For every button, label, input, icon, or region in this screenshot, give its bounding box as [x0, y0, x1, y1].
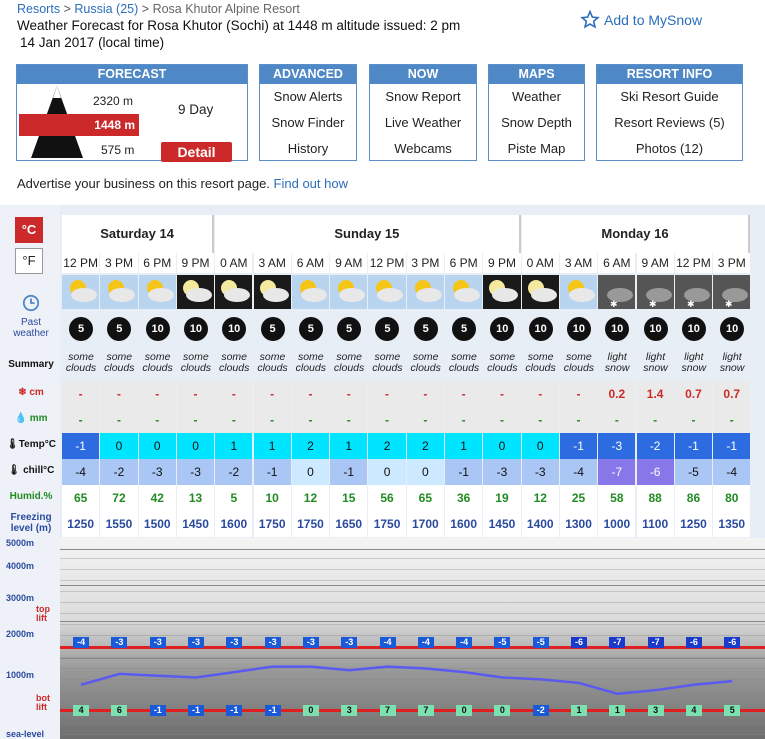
nav-link-resort-reviews[interactable]: Resort Reviews (5) — [614, 115, 725, 130]
nav-link-photos[interactable]: Photos (12) — [635, 141, 704, 156]
sea-level-label: sea-level — [6, 729, 45, 739]
alt-3000-label: 3000m — [6, 593, 35, 603]
bot-lift-temp: 0 — [303, 705, 319, 716]
wind-speed-icon: 5 — [414, 317, 438, 341]
day-header: Saturday 14 — [62, 215, 214, 253]
time-cell: 3 PM — [100, 253, 137, 273]
freezing-cell: 1600 — [445, 511, 482, 537]
humid-cell: 19 — [483, 485, 520, 511]
top-lift-temp: -5 — [533, 637, 549, 648]
wind-speed-icon: 10 — [146, 317, 170, 341]
altitude-chart — [60, 538, 765, 739]
advertise-link[interactable]: Find out how — [273, 176, 348, 191]
time-cell: 3 PM — [407, 253, 444, 273]
temp-cell: 2 — [368, 433, 405, 459]
nav-link-resort-guide[interactable]: Ski Resort Guide — [620, 89, 719, 104]
fahrenheit-toggle[interactable]: °F — [15, 248, 43, 274]
wind-speed-icon: 5 — [299, 317, 323, 341]
temp-cell: 0 — [483, 433, 520, 459]
now-header: NOW — [370, 65, 476, 84]
bot-lift-temp: 6 — [111, 705, 127, 716]
breadcrumb-resorts[interactable]: Resorts — [17, 2, 61, 16]
rain-label — [4, 413, 58, 424]
bot-lift-temp: 5 — [724, 705, 740, 716]
resort-info-box — [596, 64, 743, 161]
maps-header: MAPS — [489, 65, 584, 84]
time-cell: 6 PM — [139, 253, 176, 273]
nav-link-weather[interactable]: Weather — [512, 89, 561, 104]
wind-speed-icon: 10 — [644, 317, 668, 341]
time-cell: 3 AM — [254, 253, 291, 273]
breadcrumb-sep: > — [63, 2, 71, 16]
breadcrumb-sep: > — [141, 2, 150, 16]
add-to-mysnow-button[interactable] — [580, 10, 702, 29]
top-lift-label: top lift — [36, 604, 50, 623]
snowflake-icon: ❄ — [18, 387, 27, 398]
bot-lift-temp: 3 — [341, 705, 357, 716]
now-box — [369, 64, 477, 161]
forecast-mid-elevation[interactable]: 1448 m — [19, 114, 139, 136]
top-lift-temp: -5 — [494, 637, 510, 648]
rain-cell: - — [368, 407, 405, 433]
summary-cell: some clouds — [333, 351, 365, 374]
humid-cell: 86 — [675, 485, 712, 511]
raindrop-icon: 💧 — [14, 413, 27, 424]
page-title — [17, 17, 487, 51]
rain-cell: - — [292, 407, 329, 433]
freezing-level-polyline — [81, 667, 732, 694]
past-label: Past — [20, 317, 41, 328]
freezing-cell: 1650 — [330, 511, 367, 537]
snow-cell: - — [215, 381, 252, 407]
freezing-cell: 1600 — [215, 511, 252, 537]
svg-text:✱: ✱ — [610, 299, 618, 309]
time-cell: 6 AM — [292, 253, 329, 273]
top-lift-temp: -6 — [724, 637, 740, 648]
humid-cell: 65 — [62, 485, 99, 511]
moon-cloud-icon — [215, 275, 252, 309]
rain-cell: - — [598, 407, 635, 433]
chill-cell: -4 — [62, 459, 99, 485]
time-cell: 6 AM — [598, 253, 635, 273]
summary-cell: some clouds — [257, 351, 288, 374]
summary-cell: some clouds — [104, 351, 135, 374]
moon-cloud-icon — [177, 275, 214, 309]
temp-cell: 1 — [330, 433, 367, 459]
day-header: Monday 16 — [522, 215, 751, 253]
nav-link-webcams[interactable]: Webcams — [394, 141, 452, 156]
freezing-cell: 1550 — [100, 511, 137, 537]
snow-cell: - — [407, 381, 444, 407]
summary-cell: some clouds — [563, 351, 595, 374]
summary-cell: some clouds — [487, 351, 518, 374]
snow-cell: - — [560, 381, 597, 407]
humid-label: Humid.% — [9, 491, 53, 502]
summary-cell: some clouds — [410, 351, 441, 374]
nav-link-snow-depth[interactable]: Snow Depth — [501, 115, 572, 130]
snow-cell: - — [292, 381, 329, 407]
chill-cell: -2 — [215, 459, 252, 485]
time-cell: 12 PM — [675, 253, 712, 273]
snow-cell: 0.7 — [675, 381, 712, 407]
top-lift-temp: -3 — [150, 637, 166, 648]
rain-cell: - — [330, 407, 367, 433]
humid-cell: 25 — [560, 485, 597, 511]
temp-cell: -1 — [713, 433, 750, 459]
snow-cloud-icon — [713, 275, 750, 309]
top-lift-temp: -3 — [341, 637, 357, 648]
freezing-cell: 1450 — [177, 511, 214, 537]
time-cell: 9 AM — [330, 253, 367, 273]
wind-speed-icon: 10 — [222, 317, 246, 341]
sun-cloud-icon — [100, 275, 137, 309]
sun-cloud-icon — [445, 275, 482, 309]
page-title-line2: 14 Jan 2017 (local time) — [20, 35, 165, 50]
nav-link-live-weather[interactable]: Live Weather — [384, 115, 462, 130]
forecast-header: FORECAST — [17, 65, 247, 84]
freezing-cell: 1700 — [407, 511, 444, 537]
freezing-cell: 1750 — [368, 511, 405, 537]
chill-cell: -1 — [445, 459, 482, 485]
chill-cell: -7 — [598, 459, 635, 485]
rain-unit: mm — [29, 413, 48, 424]
summary-cell: some clouds — [142, 351, 173, 374]
chill-cell: -6 — [637, 459, 674, 485]
freezing-cell: 1250 — [62, 511, 99, 537]
rain-cell: - — [637, 407, 674, 433]
temp-cell: -2 — [637, 433, 674, 459]
celsius-toggle[interactable]: °C — [15, 217, 43, 243]
freezing-cell: 1750 — [254, 511, 291, 537]
freezing-cell: 1450 — [483, 511, 520, 537]
sun-cloud-icon — [560, 275, 597, 309]
sun-cloud-icon — [407, 275, 444, 309]
summary-cell: light snow — [604, 351, 630, 374]
forecast-nine-day: 9 Day — [178, 102, 214, 117]
forecast-elevations — [17, 84, 249, 161]
nav-link-piste-map[interactable]: Piste Map — [507, 141, 566, 156]
snow-cloud-icon — [637, 275, 674, 309]
temp-cell: 2 — [292, 433, 329, 459]
alt-2000-label: 2000m — [6, 629, 35, 639]
wind-speed-icon: 10 — [682, 317, 706, 341]
svg-text:✱: ✱ — [648, 299, 657, 309]
bot-lift-temp: -1 — [188, 705, 204, 716]
humid-cell: 72 — [100, 485, 137, 511]
bot-lift-temp: -1 — [226, 705, 242, 716]
humid-cell: 10 — [254, 485, 291, 511]
top-lift-temp: -6 — [686, 637, 702, 648]
time-cell: 12 PM — [62, 253, 99, 273]
snow-cloud-icon — [675, 275, 712, 309]
freezing-cell: 1300 — [560, 511, 597, 537]
bot-lift-temp: 7 — [418, 705, 434, 716]
time-cell: 0 AM — [522, 253, 559, 273]
bot-lift-temp: -2 — [533, 705, 549, 716]
day-header: Sunday 15 — [215, 215, 520, 253]
wind-speed-icon: 10 — [184, 317, 208, 341]
top-lift-temp: -3 — [226, 637, 242, 648]
snow-cell: - — [445, 381, 482, 407]
bot-lift-temp: 1 — [571, 705, 587, 716]
advertise-label: Advertise your business on this resort page. — [17, 176, 270, 191]
humid-cell: 88 — [637, 485, 674, 511]
maps-box — [488, 64, 585, 161]
advertise-text — [17, 176, 348, 191]
humid-cell: 12 — [522, 485, 559, 511]
freezing-cell: 1250 — [675, 511, 712, 537]
snow-cell: - — [330, 381, 367, 407]
weather-label: weather — [13, 328, 49, 339]
snow-cell: 1.4 — [637, 381, 674, 407]
chill-cell: -3 — [483, 459, 520, 485]
snow-cell: - — [368, 381, 405, 407]
freezing-cell: 1000 — [598, 511, 635, 537]
snow-cell: - — [254, 381, 291, 407]
past-weather-label[interactable] — [4, 317, 58, 339]
chill-cell: -3 — [139, 459, 176, 485]
time-cell: 9 AM — [637, 253, 674, 273]
sun-cloud-icon — [368, 275, 405, 309]
nav-link-snow-alerts[interactable]: Snow Alerts — [273, 89, 343, 104]
forecast-table — [0, 205, 765, 739]
moon-cloud-icon — [254, 275, 291, 309]
detail-button[interactable]: Detail — [161, 142, 232, 162]
freezing-cell: 1750 — [292, 511, 329, 537]
moon-cloud-icon — [522, 275, 559, 309]
wind-speed-icon: 5 — [69, 317, 93, 341]
top-lift-temp: -3 — [111, 637, 127, 648]
summary-cell: some clouds — [65, 351, 97, 374]
sun-cloud-icon — [139, 275, 176, 309]
nav-link-history[interactable]: History — [287, 141, 329, 156]
temp-cell: 1 — [215, 433, 252, 459]
nav-link-snow-report[interactable]: Snow Report — [385, 89, 461, 104]
chill-cell: 0 — [368, 459, 405, 485]
sun-cloud-icon — [62, 275, 99, 309]
summary-cell: some clouds — [295, 351, 326, 374]
temp-cell: 1 — [254, 433, 291, 459]
temp-cell: 0 — [100, 433, 137, 459]
temp-label — [4, 439, 58, 450]
time-cell: 3 PM — [713, 253, 750, 273]
top-lift-temp: -3 — [188, 637, 204, 648]
bot-lift-temp: 4 — [686, 705, 702, 716]
wind-speed-icon: 10 — [529, 317, 553, 341]
humid-cell: 56 — [368, 485, 405, 511]
snow-cell: - — [100, 381, 137, 407]
temp-cell: 2 — [407, 433, 444, 459]
page-title-line1: Weather Forecast for Rosa Khutor (Sochi) at 1448 m altitude issued: 2 pm — [17, 18, 461, 33]
summary-cell: some clouds — [372, 351, 403, 374]
star-icon — [580, 10, 600, 29]
humid-cell: 58 — [598, 485, 635, 511]
alt-1000-label: 1000m — [6, 670, 35, 680]
nav-link-snow-finder[interactable]: Snow Finder — [271, 115, 345, 130]
chill-label — [4, 465, 58, 476]
humid-cell: 36 — [445, 485, 482, 511]
chill-cell: -3 — [522, 459, 559, 485]
freezing-cell: 1400 — [522, 511, 559, 537]
rain-cell: - — [407, 407, 444, 433]
top-lift-temp: -7 — [648, 637, 664, 648]
chill-cell: -3 — [177, 459, 214, 485]
wind-speed-icon: 10 — [567, 317, 591, 341]
breadcrumb — [17, 2, 300, 16]
bot-lift-temp: 1 — [609, 705, 625, 716]
wind-speed-icon: 10 — [720, 317, 744, 341]
bot-lift-temp: -1 — [150, 705, 166, 716]
snow-cell: 0.7 — [713, 381, 750, 407]
snow-cell: - — [177, 381, 214, 407]
chill-cell: -1 — [254, 459, 291, 485]
time-cell: 3 AM — [560, 253, 597, 273]
time-cell: 9 PM — [177, 253, 214, 273]
summary-cell: light snow — [681, 351, 707, 374]
summary-cell: light snow — [719, 351, 745, 374]
temp-cell: 0 — [139, 433, 176, 459]
chill-cell: 0 — [407, 459, 444, 485]
wind-speed-icon: 5 — [107, 317, 131, 341]
rain-cell: - — [62, 407, 99, 433]
wind-speed-icon: 5 — [452, 317, 476, 341]
rain-cell: - — [560, 407, 597, 433]
forecast-bot-elevation[interactable]: 575 m — [101, 143, 135, 157]
top-lift-temp: -4 — [456, 637, 472, 648]
chill-cell: -5 — [675, 459, 712, 485]
top-lift-temp: -3 — [265, 637, 281, 648]
time-cell: 6 PM — [445, 253, 482, 273]
snow-cloud-icon — [598, 275, 635, 309]
humid-cell: 65 — [407, 485, 444, 511]
row-labels — [0, 205, 60, 739]
chill-cell: -4 — [713, 459, 750, 485]
top-lift-temp: -7 — [609, 637, 625, 648]
humid-cell: 15 — [330, 485, 367, 511]
svg-text:✱: ✱ — [686, 299, 695, 309]
humid-cell: 42 — [139, 485, 176, 511]
summary-cell: some clouds — [219, 351, 250, 374]
temp-cell: 0 — [177, 433, 214, 459]
summary-cell: light snow — [643, 351, 668, 374]
snow-cell: - — [483, 381, 520, 407]
bot-lift-temp: 0 — [456, 705, 472, 716]
rain-cell: - — [139, 407, 176, 433]
snow-label — [4, 387, 58, 398]
temp-cell: -3 — [598, 433, 635, 459]
wind-speed-icon: 5 — [261, 317, 285, 341]
rain-cell: - — [215, 407, 252, 433]
chill-cell: -4 — [560, 459, 597, 485]
forecast-box — [16, 64, 248, 161]
temp-cell: 0 — [522, 433, 559, 459]
temp-cell: 1 — [445, 433, 482, 459]
add-to-mysnow-label: Add to MySnow — [604, 11, 703, 28]
thermometer-icon: 🌡 — [7, 465, 21, 476]
snow-cell: - — [62, 381, 99, 407]
snow-unit: cm — [29, 387, 44, 398]
chill-cell: 0 — [292, 459, 329, 485]
forecast-top-elevation[interactable]: 2320 m — [93, 94, 134, 108]
summary-cell: some clouds — [525, 351, 556, 374]
bot-lift-temp: 4 — [73, 705, 89, 716]
top-lift-temp: -4 — [380, 637, 396, 648]
rain-cell: - — [445, 407, 482, 433]
top-lift-temp: -4 — [418, 637, 434, 648]
wind-speed-icon: 5 — [375, 317, 399, 341]
rain-cell: - — [100, 407, 137, 433]
advanced-header: ADVANCED — [260, 65, 356, 84]
top-lift-temp: -3 — [303, 637, 319, 648]
summary-cell: some clouds — [180, 351, 212, 374]
alt-4000-label: 4000m — [6, 561, 35, 571]
humid-cell: 80 — [713, 485, 750, 511]
humid-cell: 12 — [292, 485, 329, 511]
temp-cell: -1 — [62, 433, 99, 459]
wind-speed-icon: 5 — [337, 317, 361, 341]
breadcrumb-country[interactable]: Russia (25) — [74, 2, 139, 16]
rain-cell: - — [177, 407, 214, 433]
thermometer-icon: 🌡 — [6, 439, 19, 450]
humid-cell: 13 — [177, 485, 214, 511]
resort-info-header: RESORT INFO — [597, 65, 742, 84]
clock-icon[interactable] — [22, 294, 40, 312]
bot-lift-label: bot lift — [36, 693, 50, 712]
time-cell: 12 PM — [368, 253, 405, 273]
rain-cell: - — [522, 407, 559, 433]
top-lift-temp: -6 — [571, 637, 587, 648]
advanced-box — [259, 64, 357, 161]
time-cell: 9 PM — [483, 253, 520, 273]
summary-label: Summary — [8, 359, 54, 370]
rain-cell: - — [675, 407, 712, 433]
rain-cell: - — [713, 407, 750, 433]
chill-cell: -2 — [100, 459, 137, 485]
temp-cell: -1 — [560, 433, 597, 459]
temp-cell: -1 — [675, 433, 712, 459]
time-cell: 0 AM — [215, 253, 252, 273]
bot-lift-temp: 0 — [494, 705, 510, 716]
chill-unit: chill°C — [23, 465, 55, 476]
breadcrumb-resort[interactable]: Rosa Khutor Alpine Resort — [152, 2, 300, 16]
freezing-label: Freezing level (m) — [10, 512, 52, 534]
freezing-cell: 1100 — [637, 511, 674, 537]
summary-cell: some clouds — [448, 351, 480, 374]
bot-lift-temp: 7 — [380, 705, 396, 716]
snow-cell: - — [522, 381, 559, 407]
moon-cloud-icon — [483, 275, 520, 309]
bot-lift-temp: -1 — [265, 705, 281, 716]
snow-cell: - — [139, 381, 176, 407]
chill-cell: -1 — [330, 459, 367, 485]
bot-lift-temp: 3 — [648, 705, 664, 716]
svg-text:✱: ✱ — [725, 299, 733, 309]
freezing-cell: 1350 — [713, 511, 750, 537]
snow-cell: 0.2 — [598, 381, 635, 407]
rain-cell: - — [254, 407, 291, 433]
wind-speed-icon: 10 — [490, 317, 514, 341]
humid-cell: 5 — [215, 485, 252, 511]
top-lift-temp: -4 — [73, 637, 89, 648]
wind-speed-icon: 10 — [605, 317, 629, 341]
sun-cloud-icon — [330, 275, 367, 309]
rain-cell: - — [483, 407, 520, 433]
freezing-cell: 1500 — [139, 511, 176, 537]
sun-cloud-icon — [292, 275, 329, 309]
temp-unit: Temp°C — [18, 439, 56, 450]
alt-5000-label: 5000m — [6, 538, 35, 548]
